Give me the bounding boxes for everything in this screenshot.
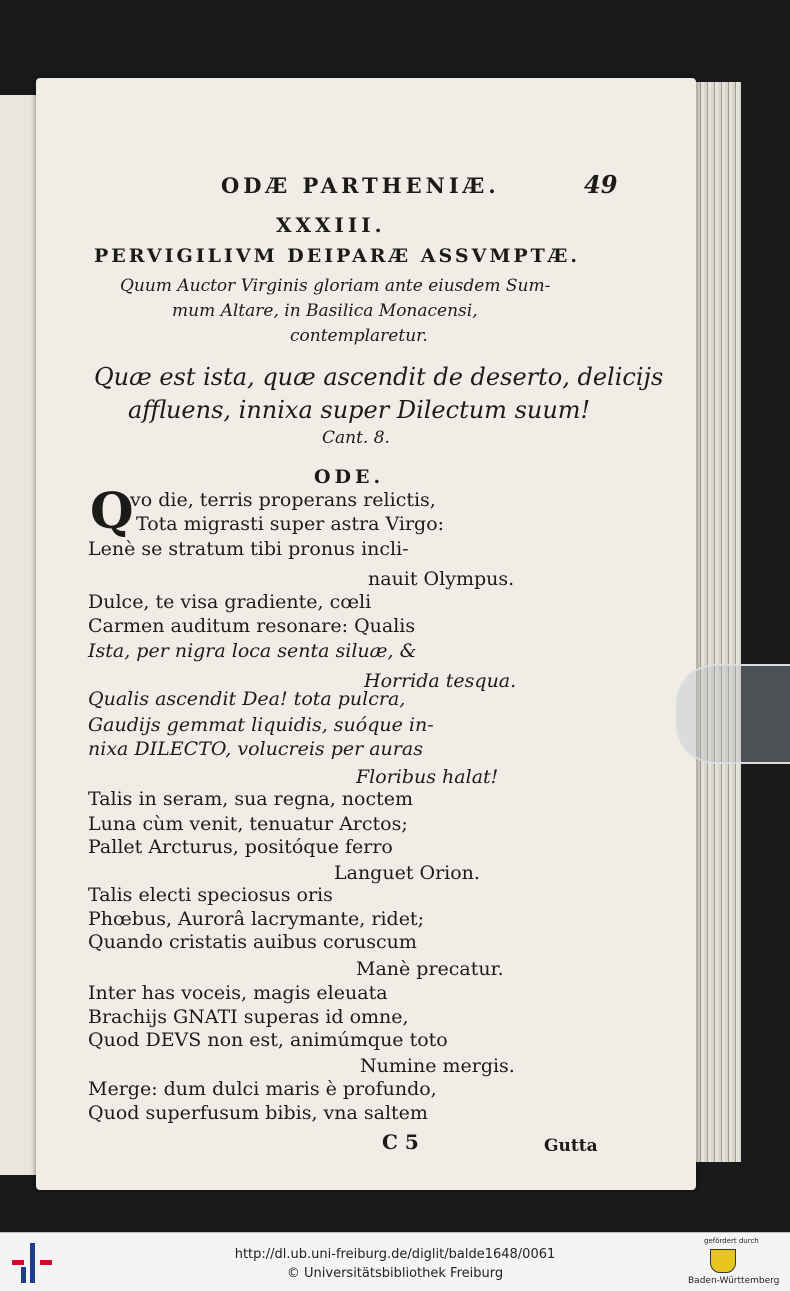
epigraph-line-1: Quæ est ista, quæ ascendit de deserto, delicijs	[94, 363, 664, 391]
source-url[interactable]: http://dl.ub.uni-freiburg.de/diglit/balde1648/0061	[234, 1247, 556, 1262]
verse-line: Talis in seram, sua regna, noctem	[88, 788, 414, 810]
verse-line: Gaudijs gemmat liquidis, suóque in-	[88, 714, 434, 736]
ode-title: PERVIGILIVM DEIPARÆ ASSVMPTÆ.	[94, 245, 581, 267]
verse-line: Dulce, te visa gradiente, cœli	[88, 591, 372, 613]
epigraph-source: Cant. 8.	[322, 428, 390, 448]
verse-line: Pallet Arcturus, positóque ferro	[88, 836, 393, 858]
verse-line: Numine mergis.	[360, 1055, 515, 1077]
verse-line: vo die, terris properans relictis,	[130, 489, 436, 511]
copyright-text: © Universitätsbibliothek Freiburg	[286, 1266, 504, 1281]
page-number: 49	[584, 170, 618, 199]
verse-line: Luna cùm venit, tenuatur Arctos;	[88, 813, 408, 835]
ode-number: XXXIII.	[276, 213, 386, 237]
verse-line: Horrida tesqua.	[364, 670, 517, 692]
verse-line: Lenè se stratum tibi pronus incli-	[88, 538, 409, 560]
book-page	[36, 78, 696, 1190]
verse-line: nauit Olympus.	[368, 568, 515, 590]
verse-line: Quod DEVS non est, animúmque toto	[88, 1029, 448, 1051]
running-head: ODÆ PARTHENIÆ.	[221, 173, 500, 198]
verse-line: Tota migrasti super astra Virgo:	[136, 513, 445, 535]
catchword: Gutta	[544, 1136, 598, 1156]
footer-bar	[0, 1232, 790, 1291]
signature-mark: C 5	[382, 1130, 419, 1154]
verse-line: Ista, per nigra loca senta siluæ, &	[88, 640, 417, 662]
ode-heading: ODE.	[314, 466, 385, 488]
subtitle-line-3: contemplaretur.	[290, 326, 428, 346]
verse-line: Floribus halat!	[356, 766, 499, 788]
verse-line: Carmen auditum resonare: Qualis	[88, 615, 416, 637]
verse-line: Phœbus, Aurorâ lacrymante, ridet;	[88, 908, 424, 930]
verse-line: Qualis ascendit Dea! tota pulcra,	[88, 688, 406, 710]
verse-line: Brachijs GNATI superas id omne,	[88, 1006, 409, 1028]
subtitle-line-2: mum Altare, in Basilica Monacensi,	[172, 301, 478, 321]
epigraph-line-2: affluens, innixa super Dilectum suum!	[128, 396, 591, 424]
drop-initial: Q	[90, 481, 134, 540]
verse-line: Talis electi speciosus oris	[88, 884, 333, 906]
facing-page-edge	[0, 95, 40, 1175]
verse-line: Quod superfusum bibis, vna saltem	[88, 1102, 428, 1124]
verse-line: Merge: dum dulci maris è profundo,	[88, 1078, 437, 1100]
verse-line: Inter has voceis, magis eleuata	[88, 982, 388, 1004]
verse-line: Quando cristatis auibus coruscum	[88, 931, 417, 953]
verse-line: Manè precatur.	[356, 958, 504, 980]
sponsor-label: gefördert durch	[704, 1237, 759, 1245]
glass-clip	[676, 664, 790, 764]
state-seal-icon	[710, 1249, 736, 1273]
subtitle-line-1: Quum Auctor Virginis gloriam ante eiusdem Sum-	[120, 276, 551, 296]
sponsor-name: Baden-Württemberg	[688, 1276, 780, 1286]
verse-line: Languet Orion.	[334, 862, 480, 884]
verse-line: nixa DILECTO, volucreis per auras	[88, 738, 423, 760]
